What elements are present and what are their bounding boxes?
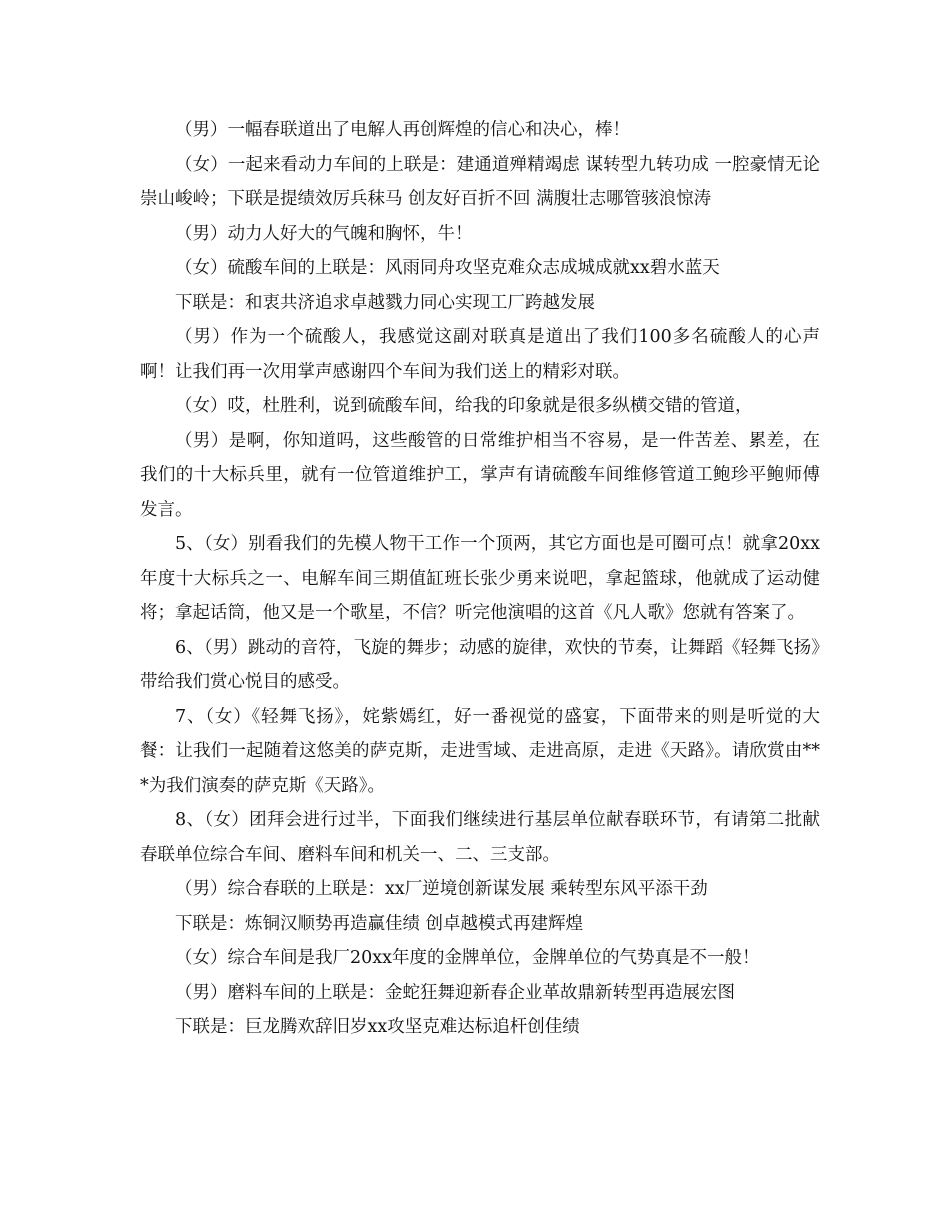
- paragraph-15: （女）综合车间是我厂20xx年度的金牌单位，金牌单位的气势真是不一般！: [175, 948, 760, 968]
- paragraph-12: 8、（女）团拜会进行过半，下面我们继续进行基层单位献春联环节，有请第二批献春联单位综合车间、磨料车间和机关一、二、三支部。: [140, 810, 820, 865]
- paragraph-3: （男）动力人好大的气魄和胸怀，牛！: [175, 223, 473, 244]
- paragraph-2: （女）一起来看动力车间的上联是：建通道殚精竭虑 谋转型九转功成 一腔豪情无论崇山峻岭；下联是提绩效厉兵秣马 创友好百折不回 满腹壮志哪管骇浪惊涛: [140, 154, 820, 209]
- paragraph-17: 下联是：巨龙腾欢辞旧岁xx攻坚克难达标追杆创佳绩: [175, 1017, 580, 1037]
- document-body: [140, 113, 820, 1045]
- paragraph-14: 下联是：炼铜汉顺势再造赢佳绩 创卓越模式再建辉煌: [175, 913, 584, 934]
- paragraph-9: 5、（女）别看我们的先模人物干工作一个顶两，其它方面也是可圈可点！就拿20xx年度十大标兵之一、电解车间三期值缸班长张少勇来说吧，拿起篮球，他就成了运动健将；拿起话筒，他又是一个歌星，不信？听完他演唱的这首《凡人歌》您就有答案了。: [140, 534, 820, 623]
- paragraph-11: 7、（女）《轻舞飞扬》，姹紫嫣红，好一番视觉的盛宴，下面带来的则是听觉的大餐：让我们一起随着这悠美的萨克斯，走进雪域、走进高原，走进《天路》。请欣赏由***为我们演奏的萨克斯《天路》。: [140, 706, 820, 796]
- paragraph-8: （男）是啊，你知道吗，这些酸管的日常维护相当不容易，是一件苦差、累差，在我们的十大标兵里，就有一位管道维护工，掌声有请硫酸车间维修管道工鲍珍平鲍师傅发言。: [140, 430, 820, 520]
- paragraph-6: （男）作为一个硫酸人，我感觉这副对联真是道出了我们100多名硫酸人的心声啊！让我们再一次用掌声感谢四个车间为我们送上的精彩对联。: [140, 327, 820, 382]
- paragraph-13: （男）综合春联的上联是：xx厂逆境创新谋发展 乘转型东风平添干劲: [175, 879, 708, 899]
- paragraph-7: （女）哎，杜胜利，说到硫酸车间，给我的印象就是很多纵横交错的管道，: [175, 396, 753, 416]
- paragraph-1: （男）一幅春联道出了电解人再创辉煌的信心和决心，棒！: [175, 120, 630, 140]
- paragraph-5: 下联是：和衷共济追求卓越戮力同心实现工厂跨越发展: [175, 292, 595, 313]
- paragraph-16: （男）磨料车间的上联是：金蛇狂舞迎新春企业革故鼎新转型再造展宏图: [175, 982, 735, 1003]
- paragraph-4: （女）硫酸车间的上联是：风雨同舟攻坚克难众志成城成就xx碧水蓝天: [175, 258, 720, 278]
- paragraph-10: 6、（男）跳动的音符，飞旋的舞步；动感的旋律，欢快的节奏，让舞蹈《轻舞飞扬》带给我们赏心悦目的感受。: [140, 637, 820, 692]
